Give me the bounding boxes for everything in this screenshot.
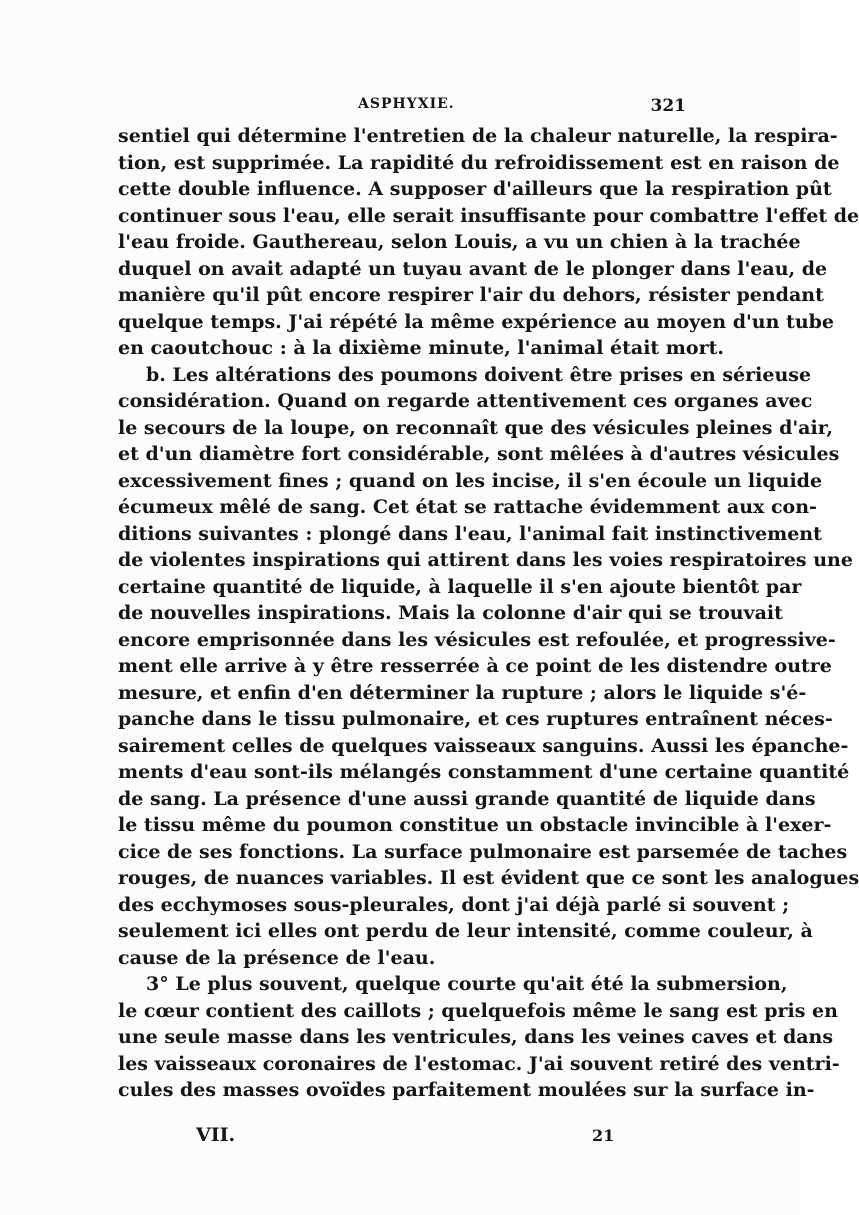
text-line: cules des masses ovoïdes parfaitement moulées sur la surface in-: [118, 1079, 815, 1101]
body-text: [118, 123, 859, 1104]
text-line: les vaisseaux coronaires de l'estomac. J'ai souvent retiré des ventri-: [118, 1052, 840, 1075]
text-line: panche dans le tissu pulmonaire, et ces ruptures entraînent néces-: [118, 708, 833, 730]
text-line: considération. Quand on regarde attentivement ces organes avec: [118, 390, 813, 412]
signature-mark: VII.: [196, 1124, 236, 1146]
running-title: ASPHYXIE.: [358, 96, 455, 112]
text-line: cice de ses fonctions. La surface pulmonaire est parsemée de taches: [118, 840, 848, 863]
text-line: de sang. La présence d'une aussi grande quantité de liquide dans: [118, 787, 816, 810]
text-line: rouges, de nuances variables. Il est évident que ce sont les analogues: [118, 867, 859, 889]
text-line: l'eau froide. Gauthereau, selon Louis, a vu un chien à la trachée: [118, 231, 801, 253]
text-line: ditions suivantes : plongé dans l'eau, l'animal fait instinctivement: [118, 522, 822, 545]
text-line: en caoutchouc : à la dixième minute, l'animal était mort.: [118, 337, 724, 359]
text-line: mesure, et enfin d'en déterminer la rupture ; alors le liquide s'é-: [118, 681, 807, 704]
text-line: de nouvelles inspirations. Mais la colonne d'air qui se trouvait: [118, 602, 783, 624]
text-line: une seule masse dans les ventricules, dans les veines caves et dans: [118, 1026, 834, 1048]
signature-number: 21: [592, 1126, 615, 1145]
page-footer: [118, 1124, 686, 1150]
text-line: cette double influence. A supposer d'ailleurs que la respiration pût: [118, 178, 832, 200]
text-line: et d'un diamètre fort considérable, sont mêlées à d'autres vésicules: [118, 443, 840, 465]
text-line: tion, est supprimée. La rapidité du refroidissement est en raison de: [118, 151, 840, 174]
text-line: de violentes inspirations qui attirent dans les voies respiratoires une: [118, 549, 853, 571]
text-line: des ecchymoses sous-pleurales, dont j'ai déjà parlé si souvent ;: [118, 893, 790, 916]
text-line: sentiel qui détermine l'entretien de la chaleur naturelle, la respira-: [118, 125, 838, 147]
paragraph-start: 3° Le plus souvent, quelque courte qu'ait été la submersion,: [146, 973, 788, 995]
text-line: le secours de la loupe, on reconnaît que des vésicules pleines d'air,: [118, 416, 833, 439]
text-line: certaine quantité de liquide, à laquelle il s'en ajoute bientôt par: [118, 575, 802, 598]
text-line: quelque temps. J'ai répété la même expérience au moyen d'un tube: [118, 310, 835, 333]
text-line: encore emprisonnée dans les vésicules est refoulée, et progressive-: [118, 628, 836, 651]
text-line: duquel on avait adapté un tuyau avant de le plonger dans l'eau, de: [118, 257, 828, 280]
text-line: manière qu'il pût encore respirer l'air du dehors, résister pendant: [118, 284, 824, 306]
text-line: seulement ici elles ont perdu de leur intensité, comme couleur, à: [118, 920, 813, 942]
text-line: ments d'eau sont-ils mélangés constamment d'une certaine quantité: [118, 761, 850, 783]
text-line: continuer sous l'eau, elle serait insuffisante pour combattre l'effet de: [118, 204, 859, 227]
text-line: cause de la présence de l'eau.: [118, 946, 436, 969]
text-line: le tissu même du poumon constitue un obstacle invincible à l'exer-: [118, 814, 832, 836]
text-line: écumeux mêlé de sang. Cet état se rattache évidemment aux con-: [118, 496, 817, 518]
text-line: sairement celles de quelques vaisseaux sanguins. Aussi les épanche-: [118, 734, 849, 757]
text-line: ment elle arrive à y être resserrée à ce point de les distendre outre: [118, 655, 832, 677]
text-line: le cœur contient des caillots ; quelquefois même le sang est pris en: [118, 999, 838, 1022]
paragraph-start: b. Les altérations des poumons doivent être prises en sérieuse: [146, 363, 812, 386]
running-head: [118, 96, 686, 120]
text-line: excessivement fines ; quand on les incise, il s'en écoule un liquide: [118, 469, 823, 492]
page-number: 321: [650, 96, 686, 116]
